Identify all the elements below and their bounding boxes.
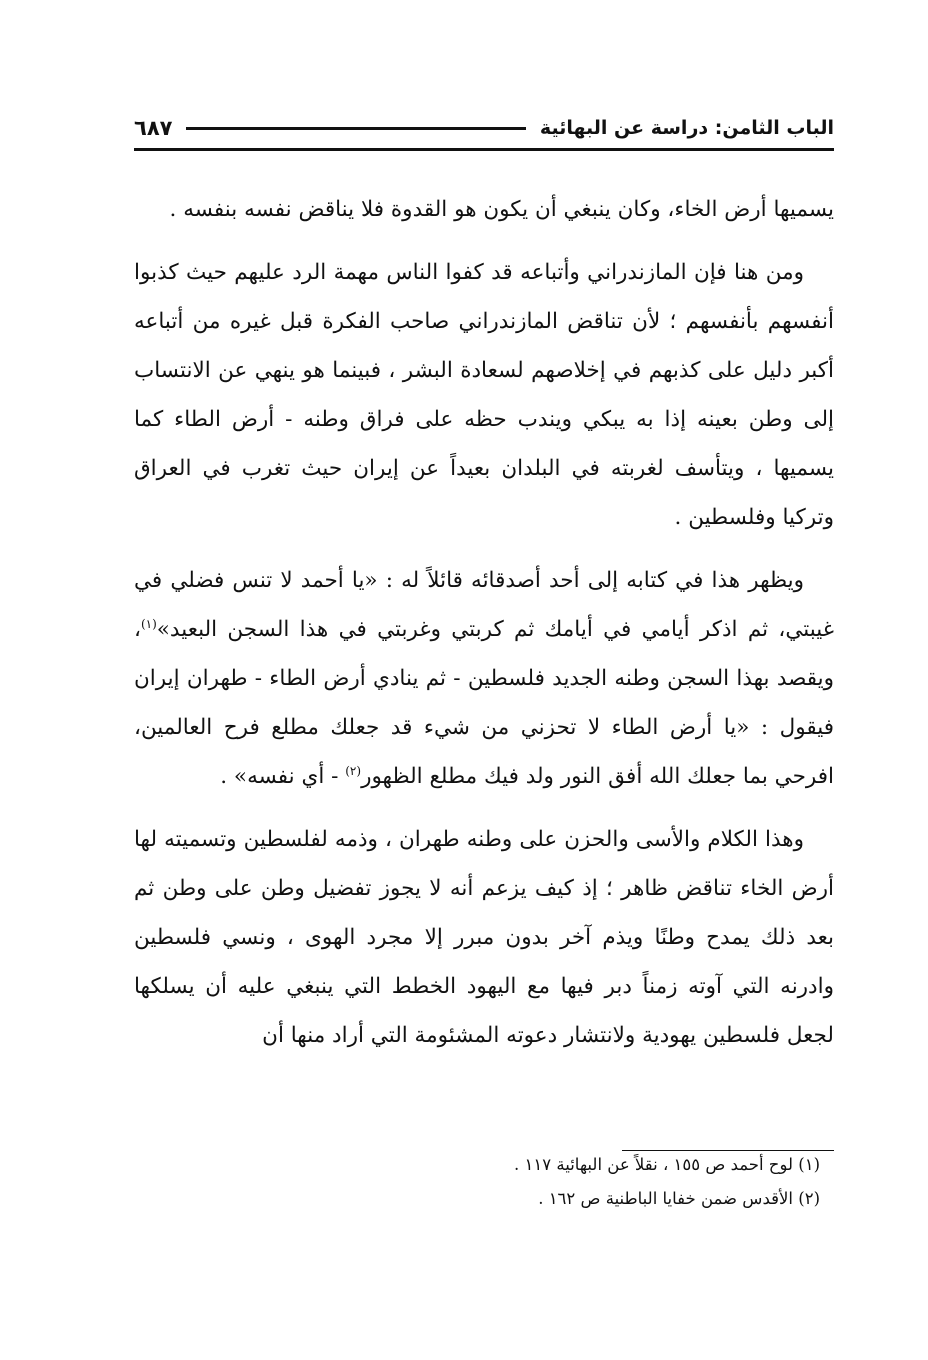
paragraph-2: ومن هنا فإن المازندراني وأتباعه قد كفوا الناس مهمة الرد عليهم حيث كذبوا أنفسهم بأنفسهم ؛ لأن تناقض المازندراني صاحب الفكرة قبل غيره من أتباعه أكبر دليل على كذبهم في إخلاصهم لسعادة البشر ، فبينما هو ينهي عن الانتساب إلى وطن بعينه إذا به يبكي ويندب حظه على فراق وطنه - أرض الطاء كما يسميها ، ويتأسف لغربته في البلدان بعيداً عن إيران حيث تغرب في العراق وتركيا وفلسطين . <box>134 260 834 530</box>
paragraph-3-part-2: ، ويقصد بهذا السجن وطنه الجديد فلسطين - ثم ينادي أرض الطاء - طهران إيران فيقول : «يا أرض الطاء لا تحزني من شيء قد جعلك مطلع فرح العالمين، افرحي بما جعلك الله أفق النور ولد فيك مطلع الظهور <box>134 617 834 789</box>
paragraph-3-part-3: - أي نفسه» . <box>220 764 339 789</box>
footnote-ref-2: (٢) <box>345 763 362 778</box>
header-divider <box>186 127 525 130</box>
header-underline <box>134 148 834 151</box>
main-text <box>134 185 834 1074</box>
paragraph-4: وهذا الكلام والأسى والحزن على وطنه طهران ، وذمه لفلسطين وتسميته لها أرض الخاء تناقض ظاهر ؛ إذ كيف يزعم أنه لا يجوز تفضيل وطن على وطن ثم بعد ذلك يمدح وطنًا ويذم آخر بدون مبرر إلا مجرد الهوى ، ونسي فلسطين وادرنه التي آوته زمناً دبر فيها مع اليهود الخطط التي ينبغي عليه أن يسلكها لجعل فلسطين يهودية ولانتشار دعوته المشئومة التي أراد منها أن <box>134 827 834 1048</box>
footnote-2: (٢) الأقدس ضمن خفايا الباطنية ص ١٦٢ . <box>538 1189 820 1208</box>
footnote-ref-1: (١) <box>140 616 157 631</box>
chapter-title: الباب الثامن: دراسة عن البهائية <box>539 117 834 139</box>
footnotes <box>134 1148 824 1216</box>
paragraph-1: يسميها أرض الخاء، وكان ينبغي أن يكون هو القدوة فلا يناقض نفسه بنفسه . <box>169 197 834 222</box>
footnote-1: (١) لوح أحمد ص ١٥٥ ، نقلاً عن البهائية ١١٧ . <box>514 1155 820 1174</box>
paragraph-3 <box>134 556 834 801</box>
running-header <box>134 108 834 148</box>
page-number: ٦٨٧ <box>134 116 173 140</box>
paragraph-3-part-1: ويظهر هذا في كتابه إلى أحد أصدقائه قائلاً له : «يا أحمد لا تنس فضلي في غيبتي، ثم اذكر أيامي في أيامك ثم كربتي وغربتي في هذا السجن البعيد» <box>134 568 834 642</box>
